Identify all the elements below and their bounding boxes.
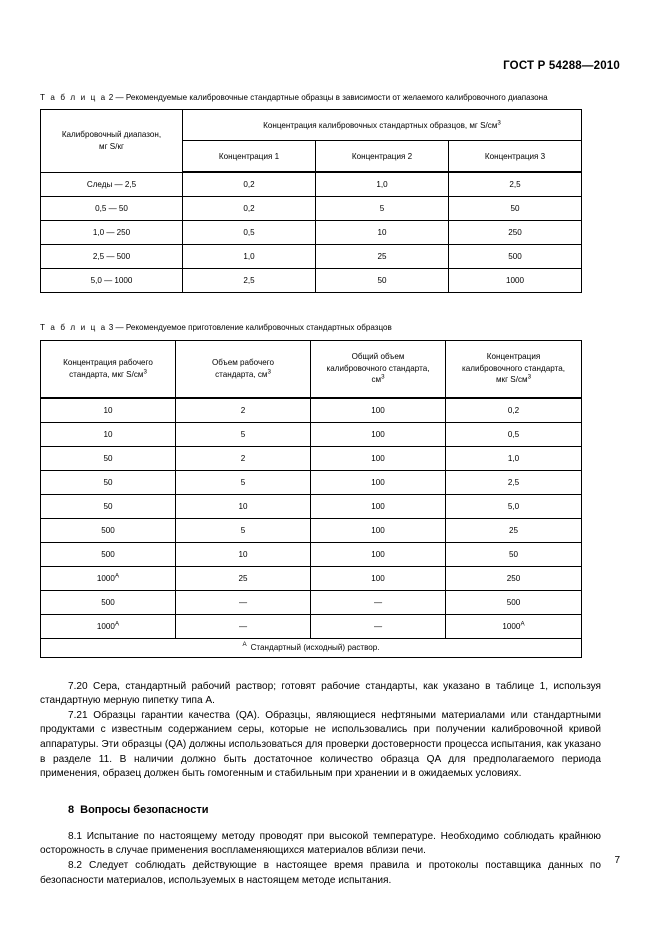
table3-body (41, 398, 582, 639)
table2-cell-r1-c2: 5 (316, 197, 449, 221)
paragraph-8-2: 8.2 Следует соблюдать действующие в настоящее время правила и протоколы поставщика данных по безопасности материалов, используемых в настоящем методе испытания. (40, 859, 601, 886)
table2-cell-r1-c3: 50 (449, 197, 582, 221)
table3-cell-standard-conc-r9: $1000^А$ (446, 614, 582, 638)
table3-footnote (41, 638, 582, 657)
table3-caption-number: 3 (108, 323, 114, 333)
table3-header-working-volume-sup: 3 (267, 367, 271, 375)
table3-caption-text: — Рекомендуемое приготовление калибровочных стандартных образцов (115, 323, 392, 333)
table3-header-standard-conc-sup: 3 (527, 373, 532, 381)
table2-cell-r0-c3: 2,5 (449, 172, 582, 197)
table3-cell-working-conc-r4: 50 (41, 494, 176, 518)
table3-cell-working-volume-r4: 10 (176, 494, 311, 518)
table3-cell-working-conc-r1: 10 (41, 422, 176, 446)
table2-cell-r4-c3: 1000 (449, 269, 582, 293)
table2-head (41, 110, 582, 173)
table3-cell-working-volume-r7: 25 (176, 566, 311, 590)
table3-header-working-conc (41, 340, 176, 398)
table3-footnote-row (41, 638, 582, 657)
table3-header-total-volume-line2: калибровочного стандарта, (326, 363, 430, 373)
table3-header-working-volume-line1: Объем рабочего (212, 358, 274, 368)
table2-header-range-line2: мг S/кг (99, 142, 124, 152)
table3-cell-working-conc-r8: 500 (41, 590, 176, 614)
page-content (40, 92, 621, 888)
table3-cell-working-conc-r9: $1000^А$ (41, 614, 176, 638)
table-row (41, 269, 582, 293)
table3-cell-working-conc-r7: $1000^А$ (41, 566, 176, 590)
table3-cell-total-volume-r8: — (311, 590, 446, 614)
table-row (41, 398, 582, 423)
table2-cell-r2-c2: 10 (316, 221, 449, 245)
table-row (41, 470, 582, 494)
table3-cell-working-conc-r6: 500 (41, 542, 176, 566)
table3-header-standard-conc (446, 340, 582, 398)
table-row (41, 542, 582, 566)
table3-cell-working-volume-r9: — (176, 614, 311, 638)
table3-header-row (41, 340, 582, 398)
table2-header-row-1 (41, 110, 582, 141)
table3-header-total-volume-line1: Общий объем (351, 352, 405, 362)
table2-body (41, 172, 582, 293)
table2-cell-r2-c3: 250 (449, 221, 582, 245)
table-row (41, 245, 582, 269)
table3-cell-working-volume-r5: 5 (176, 518, 311, 542)
table3-header-working-volume-line2: стандарта, см (215, 369, 268, 379)
table3-head (41, 340, 582, 398)
table3-cell-total-volume-r2: 100 (311, 446, 446, 470)
table3-cell-standard-conc-r6: 50 (446, 542, 582, 566)
table3-footnote-text: Стандартный (исходный) раствор. (250, 643, 380, 653)
spacer-after-section-8-heading (40, 817, 621, 830)
table-row (41, 446, 582, 470)
table3-cell-standard-conc-r5: 25 (446, 518, 582, 542)
table3-cell-working-conc-r5: 500 (41, 518, 176, 542)
table-row (41, 518, 582, 542)
table3-cell-standard-conc-r1: 0,5 (446, 422, 582, 446)
table3-cell-total-volume-r3: 100 (311, 470, 446, 494)
spacer-before-section-8 (40, 782, 621, 803)
table-row (41, 590, 582, 614)
table3-cell-working-volume-r1: 5 (176, 422, 311, 446)
table3-header-standard-conc-line2: калибровочного стандарта, (462, 363, 565, 373)
table2-caption-number: 2 (108, 93, 114, 102)
table2-cell-r0-c0: Следы — 2,5 (41, 172, 183, 197)
table3-cell-standard-conc-r0: 0,2 (446, 398, 582, 423)
table2-caption (40, 92, 600, 104)
table3-cell-standard-conc-r7: 250 (446, 566, 582, 590)
table-row (41, 221, 582, 245)
table3-cell-working-volume-r8: — (176, 590, 311, 614)
table2-header-range-line1: Калибровочный диапазон, (61, 130, 162, 140)
table2-cell-r4-c2: 50 (316, 269, 449, 293)
table3-header-working-conc-line1: Концентрация рабочего (63, 358, 153, 368)
table3-cell-total-volume-r6: 100 (311, 542, 446, 566)
spacer-between-tables (40, 293, 621, 322)
table3-cell-total-volume-r7: 100 (311, 566, 446, 590)
page-number: 7 (614, 855, 620, 866)
table2-cell-r2-c0: 1,0 — 250 (41, 221, 183, 245)
table3-header-total-volume-sup: 3 (381, 373, 385, 381)
table3-cell-standard-conc-r3: 2,5 (446, 470, 582, 494)
paragraph-7-20: 7.20 Сера, стандартный рабочий раствор; готовят рабочие стандарты, как указано в таблице 1, используя стандартную мерную пипетку типа А. (40, 680, 601, 707)
table3-cell-standard-conc-r4: 5,0 (446, 494, 582, 518)
table3-cell-working-conc-r0: 10 (41, 398, 176, 423)
table-row (41, 197, 582, 221)
paragraph-7-21: 7.21 Образцы гарантии качества (QA). Образцы, являющиеся нефтяными материалами или стандартными продуктами с известным содержанием серы, которые не использовались при получении калибровочной кривой аппаратуры. Эти образцы (QA) должны использоваться для проверки достоверности процесса испытания, как указано в разделе 11. В наличии должно быть достаточное количество образца QA для предполагаемого периода применения, образец должен быть гомогенным и стабильным при хранении и в ожидаемых условиях. (40, 709, 601, 780)
spacer-before-body (40, 658, 621, 680)
table-row (41, 172, 582, 197)
table3-header-total-volume (311, 340, 446, 398)
section-8-number: 8 (68, 803, 75, 816)
table2-cell-r3-c0: 2,5 — 500 (41, 245, 183, 269)
table2-header-conc1: Концентрация 1 (183, 141, 316, 173)
table3-cell-working-conc-r2: 50 (41, 446, 176, 470)
table3-cell-standard-conc-r2: 1,0 (446, 446, 582, 470)
table2-cell-r0-c1: 0,2 (183, 172, 316, 197)
table2-caption-lead: Т а б л и ц а (40, 93, 107, 102)
table2-cell-r3-c3: 500 (449, 245, 582, 269)
table-2 (40, 109, 582, 293)
table3-cell-total-volume-r9: — (311, 614, 446, 638)
table2-header-group-text: Концентрация калибровочных стандартных образцов, мг S/см (263, 120, 498, 130)
table2-header-group-sup: 3 (497, 118, 501, 126)
section-8-title: Вопросы безопасности (80, 803, 209, 816)
table3-foot (41, 638, 582, 657)
table3-footnote-marker: А (242, 641, 247, 649)
table-row (41, 566, 582, 590)
table3-header-working-conc-line2: стандарта, мкг S/см (69, 369, 144, 379)
table2-header-conc3: Концентрация 3 (449, 141, 582, 173)
table2-header-group (183, 110, 582, 141)
table3-cell-total-volume-r5: 100 (311, 518, 446, 542)
table-3 (40, 340, 582, 658)
table2-header-range (41, 110, 183, 173)
running-header-standard-number: ГОСТ Р 54288—2010 (503, 60, 620, 72)
table3-cell-total-volume-r4: 100 (311, 494, 446, 518)
table2-caption-text: — Рекомендуемые калибровочные стандартные образцы в зависимости от желаемого калибровочного диапазона (115, 93, 548, 102)
table3-cell-working-volume-r3: 5 (176, 470, 311, 494)
table3-header-standard-conc-line3: мкг S/см (495, 375, 528, 385)
table-row (41, 614, 582, 638)
table3-cell-working-volume-r2: 2 (176, 446, 311, 470)
table2-cell-r3-c1: 1,0 (183, 245, 316, 269)
table3-cell-working-conc-r3: 50 (41, 470, 176, 494)
footnote-ref-icon: А (114, 619, 120, 627)
table3-header-total-volume-line3: см (371, 375, 382, 385)
table3-header-working-volume (176, 340, 311, 398)
paragraph-8-1: 8.1 Испытание по настоящему методу проводят при высокой температуре. Необходимо соблюдать крайнюю осторожность в случае применения воспламеняющихся материалов вблизи печи. (40, 830, 601, 857)
table2-cell-r1-c1: 0,2 (183, 197, 316, 221)
table3-cell-total-volume-r1: 100 (311, 422, 446, 446)
table2-header-conc2: Концентрация 2 (316, 141, 449, 173)
table-row (41, 422, 582, 446)
table3-cell-working-volume-r0: 2 (176, 398, 311, 423)
table3-header-working-conc-sup: 3 (143, 367, 147, 375)
table2-cell-r4-c1: 2,5 (183, 269, 316, 293)
table2-cell-r0-c2: 1,0 (316, 172, 449, 197)
table3-header-standard-conc-line1: Концентрация (486, 352, 541, 362)
table3-cell-total-volume-r0: 100 (311, 398, 446, 423)
table2-cell-r3-c2: 25 (316, 245, 449, 269)
footnote-ref-icon: А (520, 619, 525, 627)
table-row (41, 494, 582, 518)
table3-cell-standard-conc-r8: 500 (446, 590, 582, 614)
table3-caption-lead: Т а б л и ц а (40, 323, 107, 333)
table2-cell-r2-c1: 0,5 (183, 221, 316, 245)
footnote-ref-icon: А (114, 571, 120, 579)
table2-cell-r4-c0: 5,0 — 1000 (41, 269, 183, 293)
table3-caption (40, 322, 600, 334)
table3-cell-working-volume-r6: 10 (176, 542, 311, 566)
table2-cell-r1-c0: 0,5 — 50 (41, 197, 183, 221)
section-8-heading (40, 803, 621, 817)
